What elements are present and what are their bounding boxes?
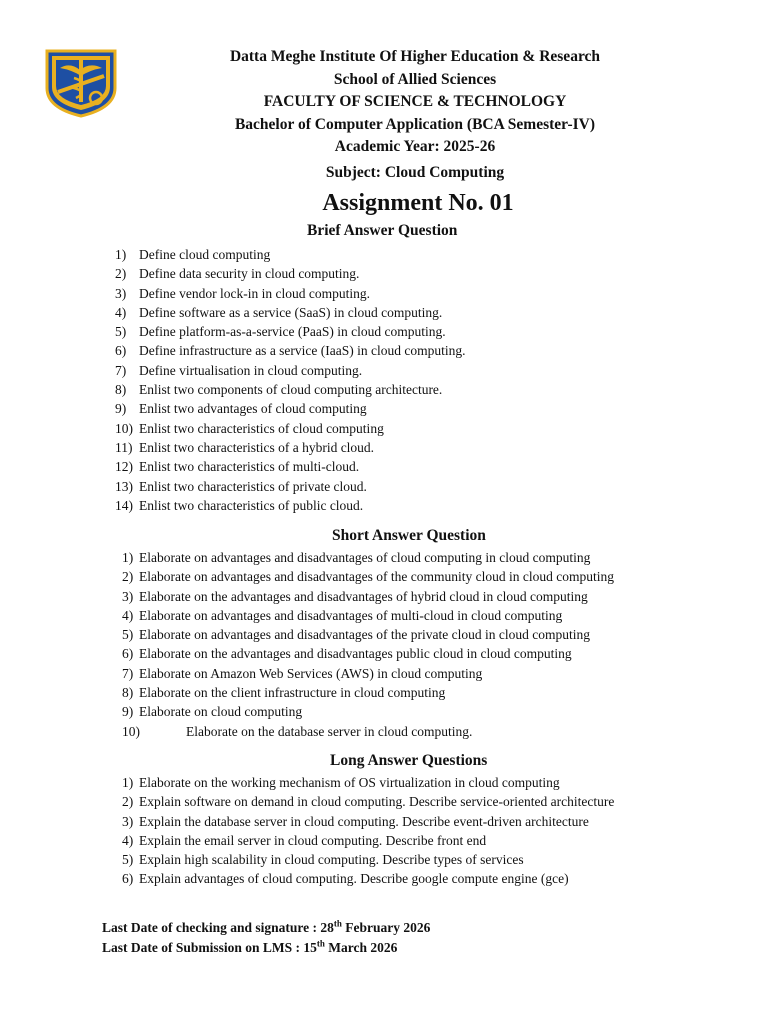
question-number: 1) bbox=[115, 247, 127, 262]
program-name: Bachelor of Computer Application (BCA Semester-IV) bbox=[234, 115, 596, 133]
question-text: Elaborate on the database server in cloud computing. bbox=[186, 723, 473, 739]
question-text: Enlist two characteristics of public cloud. bbox=[139, 497, 364, 513]
question-number: 2) bbox=[122, 794, 134, 810]
long-question-item bbox=[122, 773, 614, 792]
question-number: 5) bbox=[115, 324, 127, 340]
faculty-name: FACULTY OF SCIENCE & TECHNOLOGY bbox=[263, 93, 567, 110]
question-text: Elaborate on Amazon Web Services (AWS) in cloud computing bbox=[139, 665, 483, 681]
brief-question-item bbox=[115, 419, 466, 438]
long-question-item bbox=[122, 869, 614, 888]
question-text: Define vendor lock-in in cloud computing. bbox=[139, 285, 370, 301]
question-number: 7) bbox=[115, 362, 127, 378]
question-text: Enlist two advantages of cloud computing bbox=[139, 401, 367, 417]
short-question-item bbox=[122, 606, 614, 625]
question-number: 12) bbox=[115, 459, 133, 475]
brief-question-item bbox=[115, 264, 466, 283]
short-question-item bbox=[122, 683, 614, 702]
question-number: 1) bbox=[122, 550, 134, 565]
question-number: 9) bbox=[122, 704, 134, 720]
question-text: Define platform-as-a-service (PaaS) in cloud computing. bbox=[139, 324, 446, 340]
question-text: Explain the database server in cloud computing. Describe event-driven architecture bbox=[139, 813, 589, 829]
brief-question-item bbox=[115, 284, 466, 303]
short-question-item bbox=[122, 625, 614, 644]
question-text: Enlist two characteristics of cloud computing bbox=[139, 420, 384, 436]
short-question-item bbox=[122, 664, 614, 683]
question-text: Elaborate on cloud computing bbox=[139, 704, 303, 720]
question-text: Define data security in cloud computing. bbox=[139, 266, 360, 282]
question-text: Enlist two characteristics of multi-cloud. bbox=[139, 459, 360, 475]
short-question-item bbox=[122, 644, 614, 663]
question-number: 4) bbox=[122, 607, 134, 623]
question-text: Elaborate on advantages and disadvantages of the private cloud in cloud computing bbox=[139, 627, 590, 643]
question-number: 4) bbox=[122, 832, 134, 848]
long-question-item bbox=[122, 850, 614, 869]
brief-question-item bbox=[115, 245, 466, 264]
question-number: 2) bbox=[122, 569, 134, 585]
brief-question-item bbox=[115, 303, 466, 322]
short-question-item bbox=[122, 587, 614, 606]
short-question-item bbox=[122, 567, 614, 586]
institute-header bbox=[120, 46, 710, 184]
submission-deadline: Last Date of Submission on LMS : 15th March 2026 bbox=[102, 938, 398, 955]
school-name: School of Allied Sciences bbox=[333, 70, 497, 88]
question-text: Elaborate on the advantages and disadvantages of hybrid cloud in cloud computing bbox=[139, 588, 588, 604]
brief-question-item bbox=[115, 361, 466, 380]
short-section-heading: Short Answer Question bbox=[332, 527, 486, 544]
brief-section-heading: Brief Answer Question bbox=[307, 222, 458, 239]
long-question-list bbox=[122, 773, 614, 889]
question-text: Elaborate on advantages and disadvantages of the community cloud in cloud computing bbox=[139, 569, 614, 585]
brief-question-item bbox=[115, 496, 466, 515]
long-question-item bbox=[122, 831, 614, 850]
question-number: 5) bbox=[122, 627, 134, 643]
question-text: Enlist two components of cloud computing architecture. bbox=[139, 382, 443, 398]
short-question-list bbox=[122, 548, 614, 741]
brief-question-item bbox=[115, 399, 466, 418]
question-text: Define software as a service (SaaS) in cloud computing. bbox=[139, 304, 443, 320]
question-number: 6) bbox=[122, 871, 134, 887]
short-question-item bbox=[122, 722, 614, 741]
brief-question-item bbox=[115, 477, 466, 496]
long-question-item bbox=[122, 812, 614, 831]
question-number: 3) bbox=[115, 285, 127, 301]
question-number: 1) bbox=[122, 775, 134, 790]
question-number: 10) bbox=[115, 420, 133, 436]
brief-question-item bbox=[115, 341, 466, 360]
brief-question-item bbox=[115, 438, 466, 457]
brief-question-item bbox=[115, 380, 466, 399]
question-text: Elaborate on the advantages and disadvantages public cloud in cloud computing bbox=[139, 646, 572, 662]
question-text: Explain software on demand in cloud computing. Describe service-oriented architecture bbox=[139, 794, 615, 810]
deadline-footer bbox=[102, 918, 430, 957]
question-number: 7) bbox=[122, 665, 134, 681]
question-text: Enlist two characteristics of private cloud. bbox=[139, 478, 367, 494]
academic-year: Academic Year: 2025-26 bbox=[334, 138, 496, 155]
question-number: 10) bbox=[122, 723, 140, 739]
short-question-item bbox=[122, 702, 614, 721]
question-number: 8) bbox=[122, 685, 134, 701]
question-number: 3) bbox=[122, 813, 134, 829]
question-text: Elaborate on advantages and disadvantages of multi-cloud in cloud computing bbox=[139, 607, 563, 623]
question-text: Explain the email server in cloud computing. Describe front end bbox=[139, 832, 487, 848]
question-text: Explain advantages of cloud computing. Describe google compute engine (gce) bbox=[139, 871, 569, 887]
question-text: Enlist two characteristics of a hybrid cloud. bbox=[139, 439, 375, 455]
question-number: 13) bbox=[115, 478, 133, 494]
question-text: Explain high scalability in cloud computing. Describe types of services bbox=[139, 852, 524, 868]
question-number: 6) bbox=[115, 343, 127, 359]
question-number: 5) bbox=[122, 852, 134, 868]
long-question-item bbox=[122, 792, 614, 811]
question-number: 11) bbox=[115, 439, 133, 455]
assignment-title: Assignment No. 01 bbox=[322, 190, 514, 216]
institute-logo bbox=[44, 48, 118, 118]
question-text: Elaborate on the client infrastructure in cloud computing bbox=[139, 685, 446, 701]
question-number: 3) bbox=[122, 588, 134, 604]
question-number: 8) bbox=[115, 382, 127, 398]
question-text: Elaborate on the working mechanism of OS virtualization in cloud computing bbox=[139, 775, 560, 790]
brief-question-item bbox=[115, 322, 466, 341]
question-text: Elaborate on advantages and disadvantages of cloud computing in cloud computing bbox=[139, 550, 591, 565]
question-text: Define virtualisation in cloud computing. bbox=[139, 362, 363, 378]
subject-name: Subject: Cloud Computing bbox=[325, 163, 505, 181]
question-number: 9) bbox=[115, 401, 127, 417]
short-question-item bbox=[122, 548, 614, 567]
institute-name: Datta Meghe Institute Of Higher Education & Research bbox=[229, 48, 601, 65]
question-number: 4) bbox=[115, 304, 127, 320]
question-text: Define cloud computing bbox=[139, 247, 271, 262]
question-number: 14) bbox=[115, 497, 133, 513]
question-text: Define infrastructure as a service (IaaS) in cloud computing. bbox=[139, 343, 466, 359]
brief-question-item bbox=[115, 457, 466, 476]
question-number: 2) bbox=[115, 266, 127, 282]
checking-deadline: Last Date of checking and signature : 28th February 2026 bbox=[102, 918, 431, 935]
question-number: 6) bbox=[122, 646, 134, 662]
long-section-heading: Long Answer Questions bbox=[330, 752, 488, 769]
brief-question-list bbox=[115, 245, 466, 515]
